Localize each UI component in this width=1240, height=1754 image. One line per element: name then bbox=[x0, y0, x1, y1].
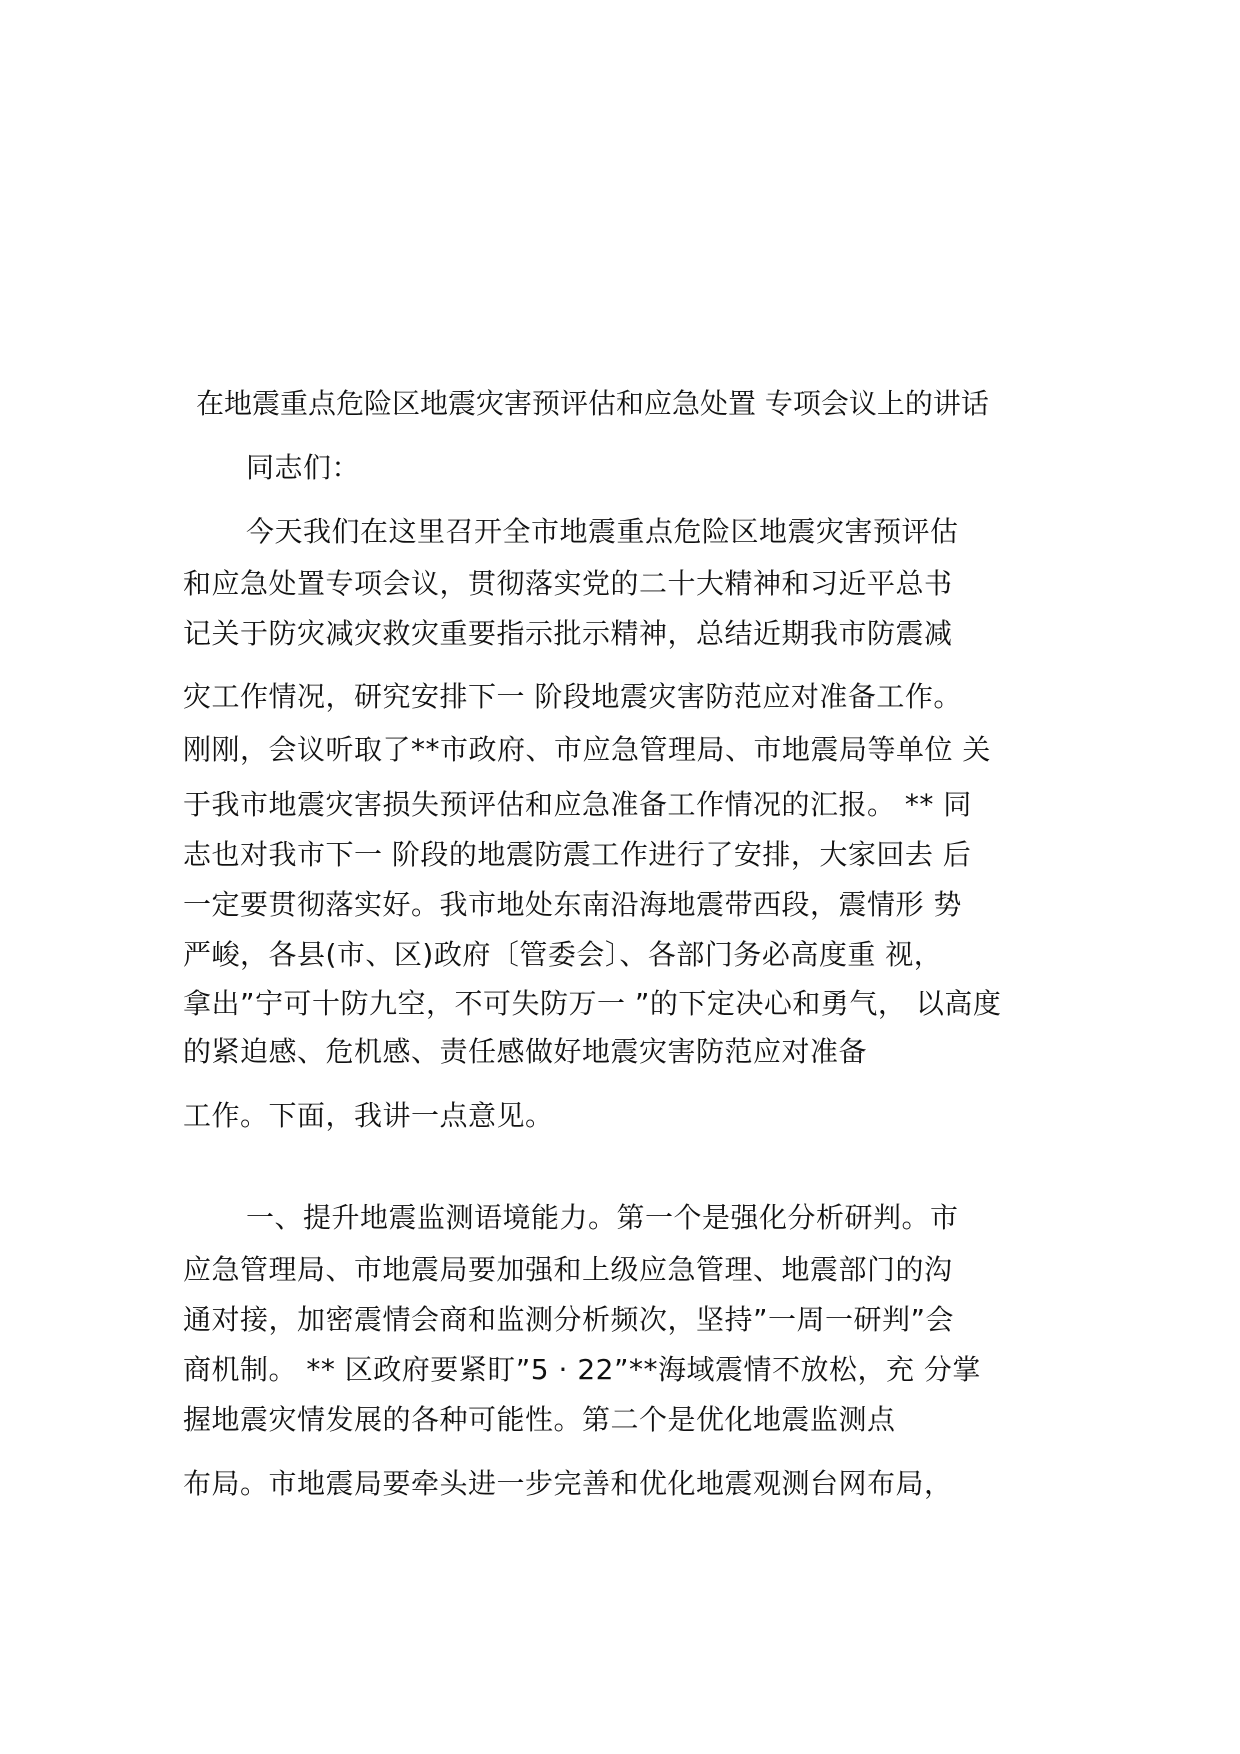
paragraph-line: 记关于防灾减灾救灾重要指示批示精神，总结近期我市防震减 bbox=[183, 617, 953, 650]
paragraph-line: 通对接，加密震情会商和监测分析频次，坚持”一周一研判”会 bbox=[183, 1303, 955, 1336]
paragraph-line: 商机制。 ** 区政府要紧盯”5 · 22”**海域震情不放松，充 分掌 bbox=[183, 1353, 981, 1386]
paragraph-line: 的紧迫感、危机感、责任感做好地震灾害防范应对准备 bbox=[183, 1035, 868, 1068]
paragraph-line: 工作。下面，我讲一点意见。 bbox=[183, 1099, 554, 1132]
paragraph-line: 刚刚，会议听取了**市政府、市应急管理局、市地震局等单位 关 bbox=[183, 733, 991, 766]
salutation: 同志们： bbox=[246, 451, 361, 484]
paragraph-line: 于我市地震灾害损失预评估和应急准备工作情况的汇报。 ** 同 bbox=[183, 788, 972, 821]
paragraph-line: 今天我们在这里召开全市地震重点危险区地震灾害预评估 bbox=[246, 515, 959, 548]
paragraph-line: 灾工作情况，研究安排下一 阶段地震灾害防范应对准备工作。 bbox=[183, 680, 962, 713]
section-line: 一、提升地震监测语境能力。第一个是强化分析研判。市 bbox=[246, 1201, 959, 1234]
document-title: 在地震重点危险区地震灾害预评估和应急处置 专项会议上的讲话 bbox=[196, 387, 989, 420]
paragraph-line: 拿出”宁可十防九空，不可失防万一 ”的下定决心和勇气， 以高度 bbox=[183, 987, 1002, 1020]
paragraph-line: 严峻，各县(市、区)政府〔管委会〕、各部门务必高度重 视， bbox=[183, 938, 943, 971]
paragraph-line: 握地震灾情发展的各种可能性。第二个是优化地震监测点 bbox=[183, 1403, 896, 1436]
paragraph-line: 志也对我市下一 阶段的地震防震工作进行了安排，大家回去 后 bbox=[183, 838, 972, 871]
paragraph-line: 和应急处置专项会议，贯彻落实党的二十大精神和习近平总书 bbox=[183, 567, 953, 600]
paragraph-line: 应急管理局、市地震局要加强和上级应急管理、地震部门的沟 bbox=[183, 1253, 953, 1286]
paragraph-line: 布局。市地震局要牵头进一步完善和优化地震观测台网布局， bbox=[183, 1467, 953, 1500]
paragraph-line: 一定要贯彻落实好。我市地处东南沿海地震带西段，震情形 势 bbox=[183, 888, 962, 921]
